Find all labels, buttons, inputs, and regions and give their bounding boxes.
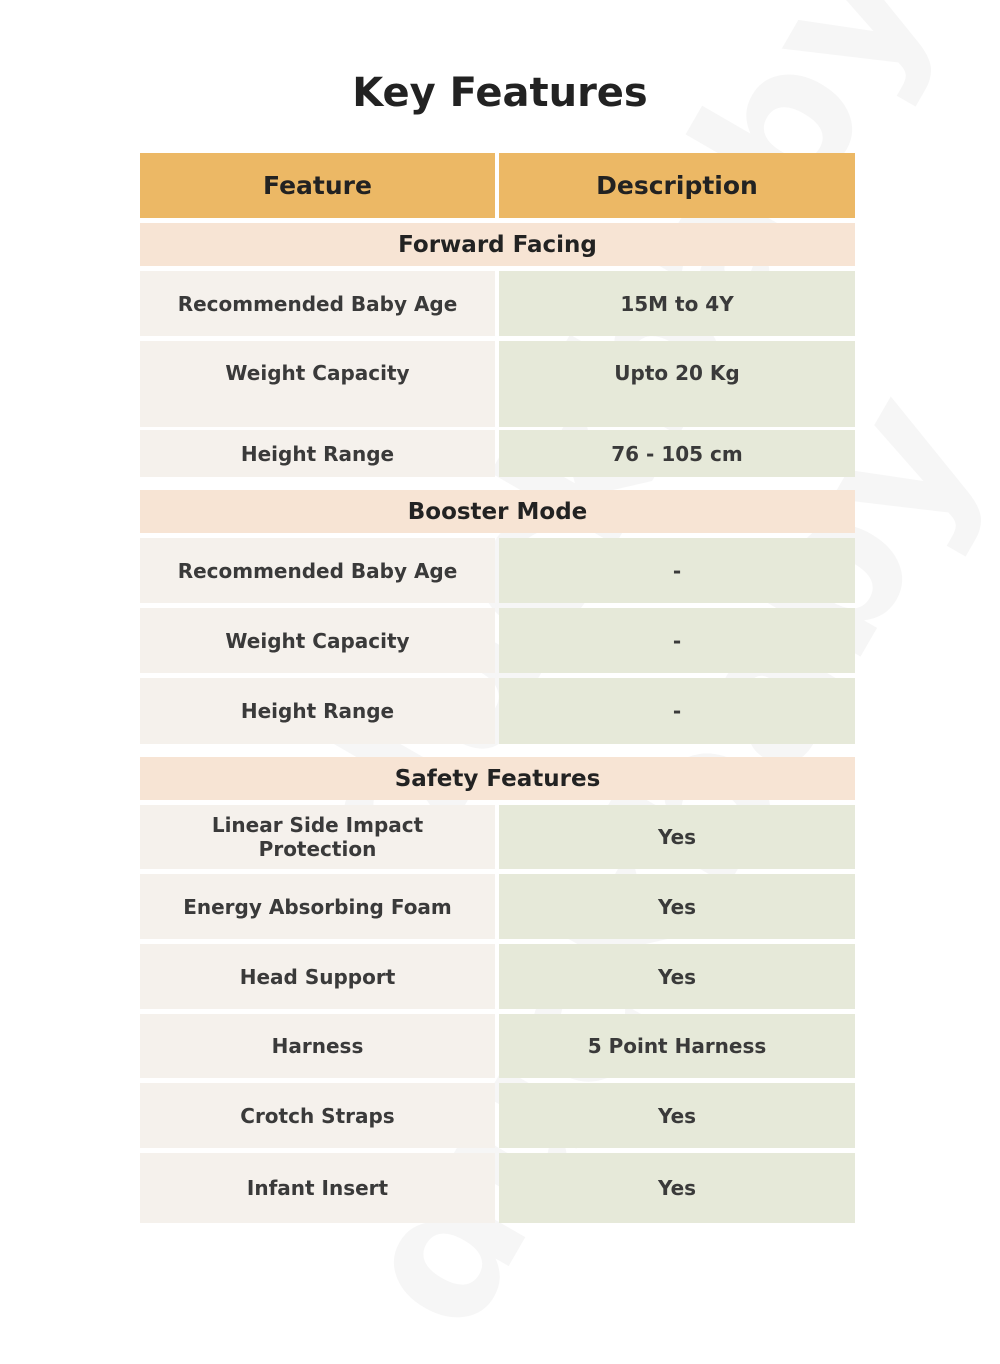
section-header: Forward Facing [140,223,855,266]
description-cell: Yes [499,944,855,1009]
description-cell: Yes [499,874,855,939]
feature-cell: Infant Insert [140,1153,495,1223]
description-cell: 5 Point Harness [499,1014,855,1078]
feature-cell: Energy Absorbing Foam [140,874,495,939]
description-cell: Yes [499,805,855,869]
feature-cell: Recommended Baby Age [140,538,495,603]
description-cell: - [499,678,855,744]
description-cell: Yes [499,1153,855,1223]
feature-cell: Linear Side Impact Protection [140,805,495,869]
description-cell: Upto 20 Kg [499,341,855,427]
feature-cell: Crotch Straps [140,1083,495,1148]
description-cell: - [499,608,855,673]
feature-cell: Recommended Baby Age [140,271,495,336]
description-cell: 76 - 105 cm [499,430,855,477]
section-header: Booster Mode [140,490,855,533]
feature-cell: Height Range [140,430,495,477]
feature-cell: Height Range [140,678,495,744]
description-cell: - [499,538,855,603]
header-description: Description [499,153,855,218]
feature-cell: Weight Capacity [140,608,495,673]
section-header: Safety Features [140,757,855,800]
feature-cell: Head Support [140,944,495,1009]
feature-cell: Weight Capacity [140,341,495,427]
description-cell: Yes [499,1083,855,1148]
feature-cell: Harness [140,1014,495,1078]
page-title: Key Features [352,70,648,116]
description-cell: 15M to 4Y [499,271,855,336]
header-feature: Feature [140,153,495,218]
